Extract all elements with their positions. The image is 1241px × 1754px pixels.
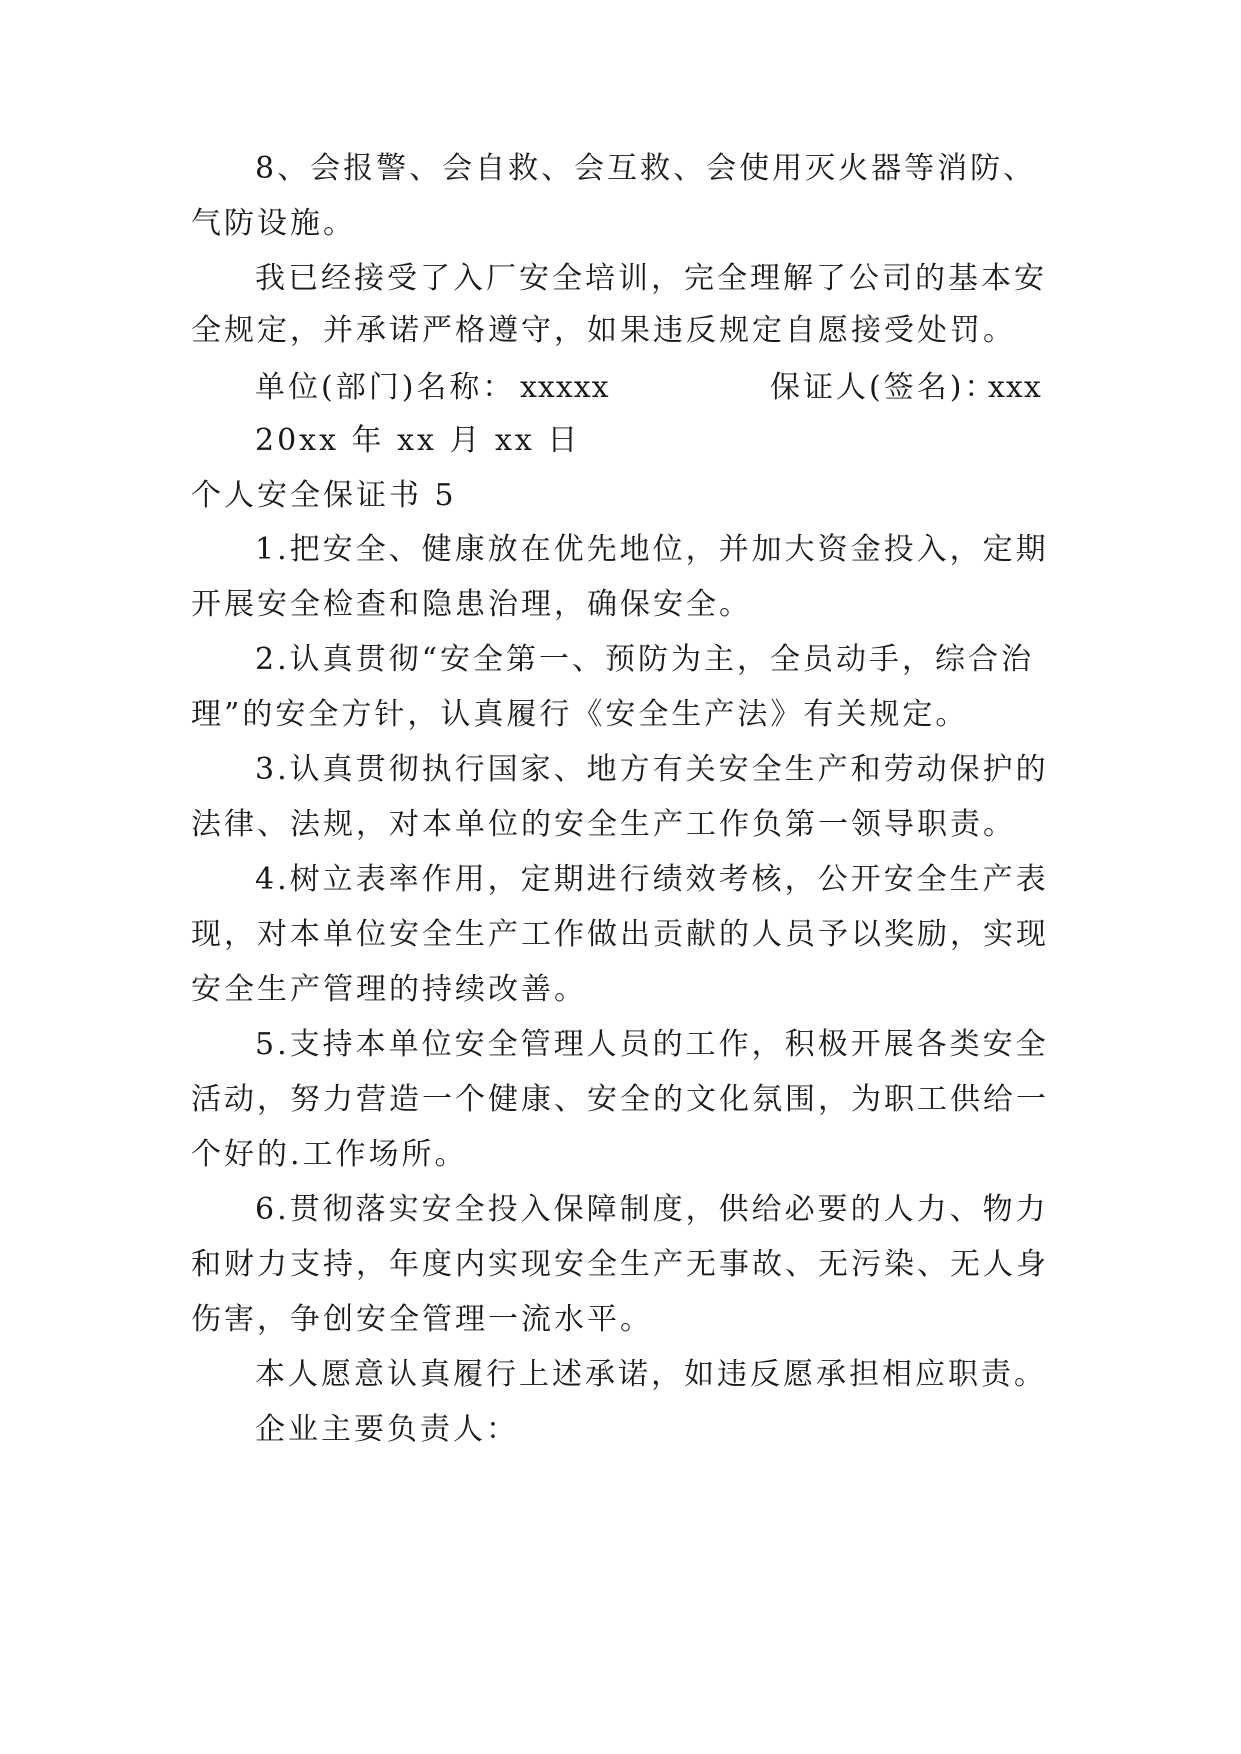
unit-value: xxxxx xyxy=(520,370,610,405)
item-4-line-3: 安全生产管理的持续改善。 xyxy=(191,972,587,1007)
leader-label: 企业主要负责人： xyxy=(255,1412,519,1447)
paragraph-line: 全规定，并承诺严格遵守，如果违反规定自愿接受处罚。 xyxy=(191,313,1016,348)
paragraph-line: 8、会报警、会自救、会互救、会使用灭火器等消防、 xyxy=(255,151,1037,186)
item-3-line-2: 法律、法规，对本单位的安全生产工作负第一领导职责。 xyxy=(191,807,1016,842)
guarantor-value: xxx xyxy=(988,370,1042,405)
item-4-line-1: 4.树立表率作用，定期进行绩效考核，公开安全生产表 xyxy=(255,862,1049,897)
paragraph-line: 我已经接受了入厂安全培训，完全理解了公司的基本安 xyxy=(255,261,1047,296)
item-5-line-1: 5.支持本单位安全管理人员的工作，积极开展各类安全 xyxy=(255,1027,1049,1062)
item-6-line-3: 伤害，争创安全管理一流水平。 xyxy=(191,1302,653,1337)
item-4-line-2: 现，对本单位安全生产工作做出贡献的人员予以奖励，实现 xyxy=(191,917,1049,952)
guarantor-label: 保证人(签名)： xyxy=(770,370,998,405)
item-2-line-2: 理”的安全方针，认真履行《安全生产法》有关规定。 xyxy=(191,697,969,732)
item-1-line-2: 开展安全检查和隐患治理，确保安全。 xyxy=(191,587,752,622)
paragraph-line: 气防设施。 xyxy=(191,206,356,241)
item-3-line-1: 3.认真贯彻执行国家、地方有关安全生产和劳动保护的 xyxy=(255,752,1049,787)
unit-label: 单位(部门)名称： xyxy=(255,370,516,405)
item-5-line-2: 活动，努力营造一个健康、安全的文化氛围，为职工供给一 xyxy=(191,1082,1049,1117)
item-5-line-3: 个好的.工作场所。 xyxy=(191,1137,468,1172)
closing-statement: 本人愿意认真履行上述承诺，如违反愿承担相应职责。 xyxy=(255,1357,1047,1392)
item-6-line-1: 6.贯彻落实安全投入保障制度，供给必要的人力、物力 xyxy=(255,1192,1049,1227)
date-line: 20xx 年 xx 月 xx 日 xyxy=(255,423,581,458)
item-1-line-1: 1.把安全、健康放在优先地位，并加大资金投入，定期 xyxy=(255,532,1049,567)
item-2-line-1: 2.认真贯彻“安全第一、预防为主，全员动手，综合治 xyxy=(255,642,1034,677)
section-title: 个人安全保证书 5 xyxy=(191,478,457,513)
item-6-line-2: 和财力支持，年度内实现安全生产无事故、无污染、无人身 xyxy=(191,1247,1049,1282)
